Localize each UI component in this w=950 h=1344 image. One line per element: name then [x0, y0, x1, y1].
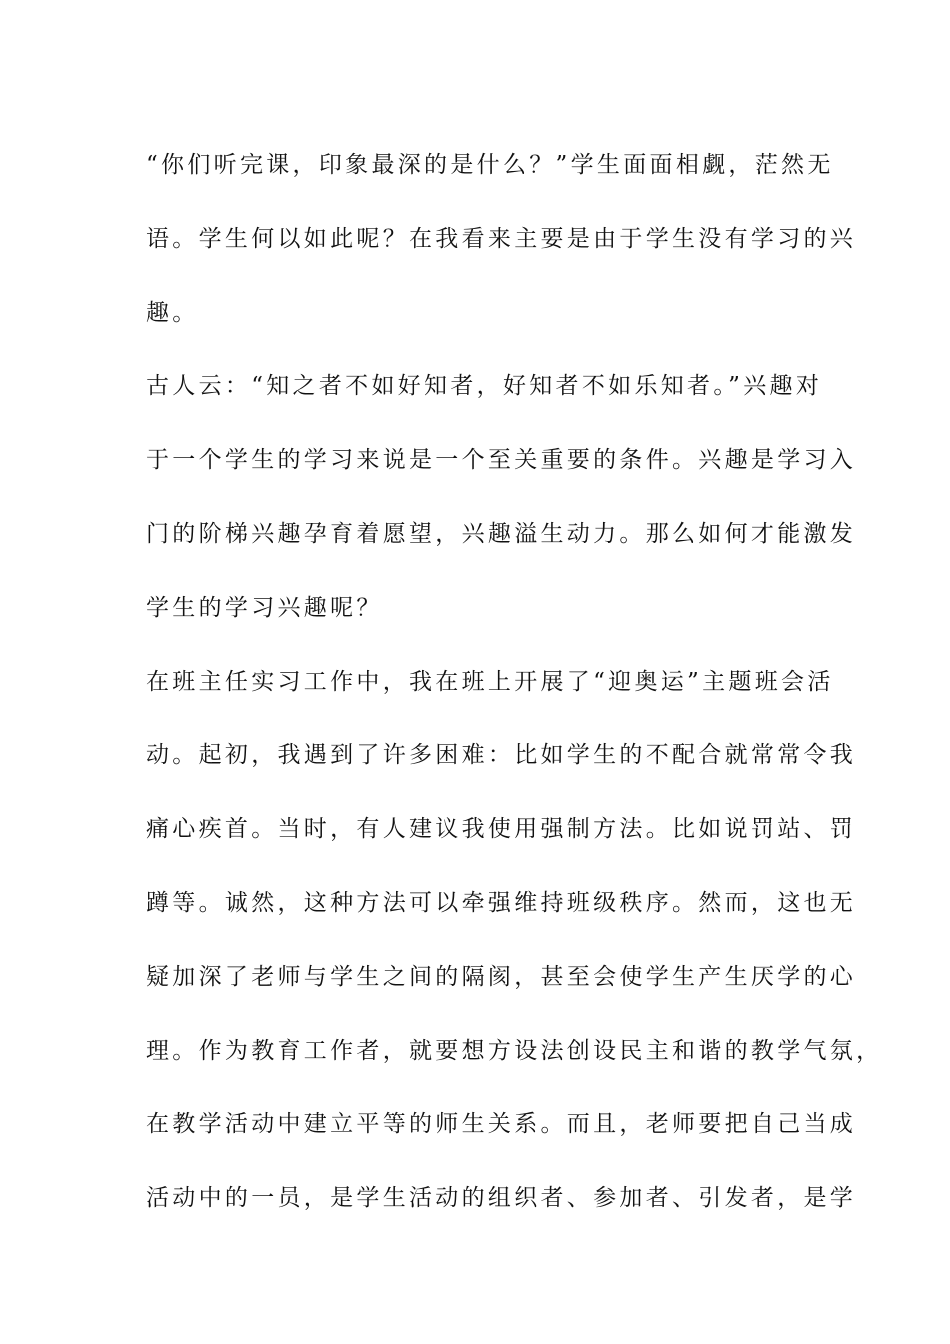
- text-line: 语。学生何以如此呢？在我看来主要是由于学生没有学习的兴: [146, 225, 857, 252]
- text-line: 痛心疾首。当时，有人建议我使用强制方法。比如说罚站、罚: [146, 816, 857, 843]
- text-line: 疑加深了老师与学生之间的隔阂，甚至会使学生产生厌学的心: [146, 963, 857, 990]
- text-line: 在教学活动中建立平等的师生关系。而且，老师要把自己当成: [146, 1111, 857, 1138]
- text-line: 在班主任实习工作中，我在班上开展了“迎奥运”主题班会活: [146, 668, 834, 695]
- text-line: 学生的学习兴趣呢？: [146, 594, 383, 621]
- text-line: 古人云：“知之者不如好知者，好知者不如乐知者。”兴趣对: [146, 373, 823, 400]
- body-text: [146, 129, 883, 1236]
- text-line: 门的阶梯兴趣孕育着愿望，兴趣溢生动力。那么如何才能激发: [146, 520, 857, 547]
- text-line: 于一个学生的学习来说是一个至关重要的条件。兴趣是学习入: [146, 447, 857, 474]
- text-line: 理。作为教育工作者，就要想方设法创设民主和谐的教学气氛，: [146, 1037, 883, 1064]
- text-line: “你们听完课，印象最深的是什么？”学生面面相觑，茫然无: [146, 152, 834, 178]
- text-line: 蹲等。诚然，这种方法可以牵强维持班级秩序。然而，这也无: [146, 889, 857, 916]
- text-line: 活动中的一员，是学生活动的组织者、参加者、引发者，是学: [146, 1185, 857, 1212]
- text-line: 动。起初，我遇到了许多困难：比如学生的不配合就常常令我: [146, 742, 857, 769]
- text-line: 趣。: [146, 299, 199, 326]
